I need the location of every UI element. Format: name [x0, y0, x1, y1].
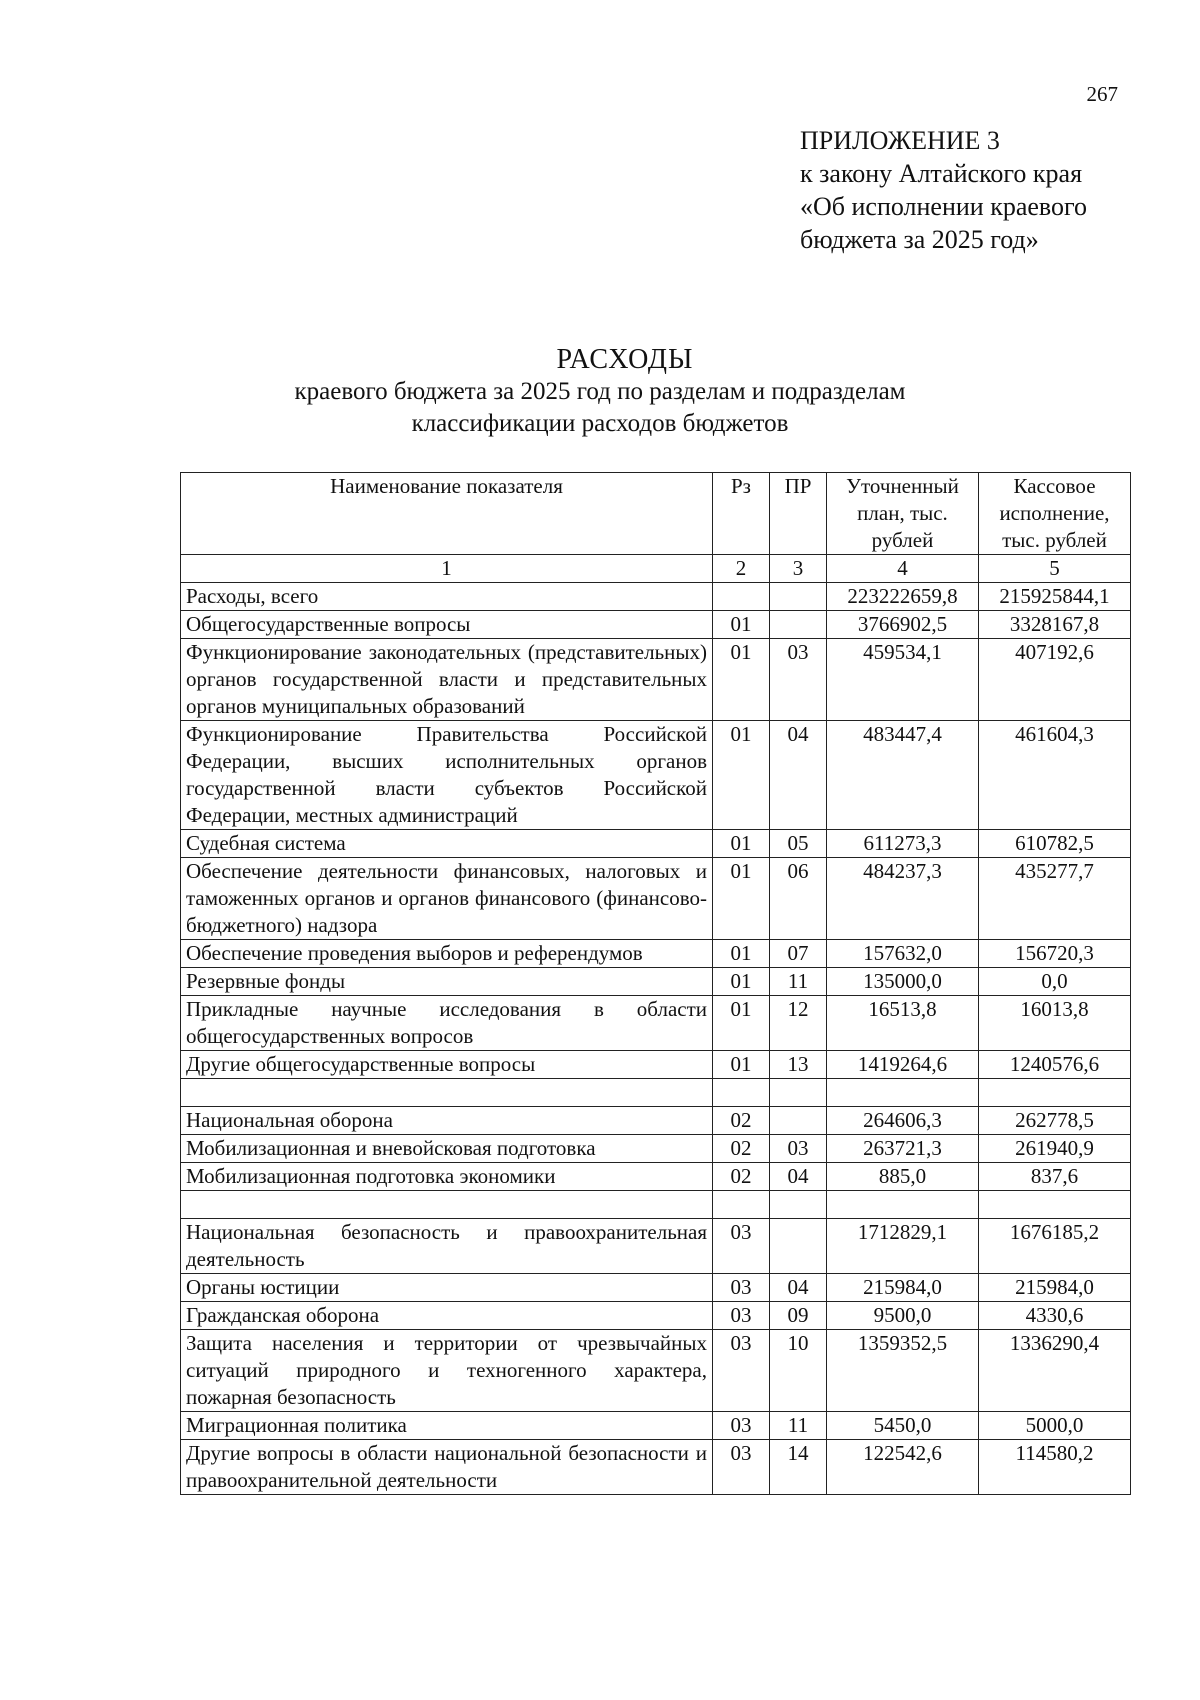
row-pr: 09 [770, 1302, 827, 1330]
row-exec: 1676185,2 [979, 1219, 1131, 1274]
row-pr: 12 [770, 996, 827, 1051]
row-rz [713, 1191, 770, 1219]
row-pr: 05 [770, 830, 827, 858]
row-rz: 02 [713, 1135, 770, 1163]
row-pr: 14 [770, 1440, 827, 1495]
row-pr [770, 611, 827, 639]
header-exec: Кассовое исполнение, тыс. рублей [979, 473, 1131, 555]
page-number: 267 [1086, 82, 1118, 106]
row-rz: 01 [713, 996, 770, 1051]
row-exec: 156720,3 [979, 940, 1131, 968]
row-plan [827, 1079, 979, 1107]
column-number-row [181, 555, 1131, 583]
row-name: Прикладные научные исследования в области общегосударственных вопросов [181, 996, 713, 1051]
title-subtitle: классификации расходов бюджетов [411, 410, 789, 437]
appendix-line: ПРИЛОЖЕНИЕ 3 [800, 126, 1000, 155]
row-exec: 5000,0 [979, 1412, 1131, 1440]
row-rz: 01 [713, 1051, 770, 1079]
table-row [181, 1051, 1131, 1079]
row-pr: 11 [770, 968, 827, 996]
row-pr: 04 [770, 721, 827, 830]
row-name: Расходы, всего [181, 583, 713, 611]
table-row [181, 1191, 1131, 1219]
row-plan: 263721,3 [827, 1135, 979, 1163]
row-plan: 157632,0 [827, 940, 979, 968]
column-number: 2 [713, 555, 770, 583]
row-pr: 04 [770, 1163, 827, 1191]
table-row [181, 611, 1131, 639]
row-name: Общегосударственные вопросы [181, 611, 713, 639]
row-pr: 13 [770, 1051, 827, 1079]
column-number: 3 [770, 555, 827, 583]
row-plan: 483447,4 [827, 721, 979, 830]
row-exec [979, 1079, 1131, 1107]
row-rz: 01 [713, 968, 770, 996]
row-name: Миграционная политика [181, 1412, 713, 1440]
row-name: Обеспечение проведения выборов и референдумов [181, 940, 713, 968]
row-name: Национальная безопасность и правоохранительная деятельность [181, 1219, 713, 1274]
row-name: Гражданская оборона [181, 1302, 713, 1330]
row-exec: 1240576,6 [979, 1051, 1131, 1079]
header-name: Наименование показателя [181, 473, 713, 555]
row-plan: 135000,0 [827, 968, 979, 996]
row-exec: 16013,8 [979, 996, 1131, 1051]
row-name [181, 1191, 713, 1219]
row-exec: 262778,5 [979, 1107, 1131, 1135]
row-exec: 261940,9 [979, 1135, 1131, 1163]
table-row [181, 858, 1131, 940]
document-title [0, 344, 1200, 440]
row-exec [979, 1191, 1131, 1219]
table-row [181, 996, 1131, 1051]
row-pr: 07 [770, 940, 827, 968]
row-plan: 264606,3 [827, 1107, 979, 1135]
row-pr: 06 [770, 858, 827, 940]
row-plan: 223222659,8 [827, 583, 979, 611]
row-plan: 484237,3 [827, 858, 979, 940]
row-rz: 01 [713, 940, 770, 968]
row-pr [770, 583, 827, 611]
row-name: Защита населения и территории от чрезвычайных ситуаций природного и техногенного характера, пожарная безопасность [181, 1330, 713, 1412]
row-rz: 02 [713, 1107, 770, 1135]
row-plan: 122542,6 [827, 1440, 979, 1495]
row-plan: 1419264,6 [827, 1051, 979, 1079]
table-header-row [181, 473, 1131, 555]
row-exec: 215984,0 [979, 1274, 1131, 1302]
row-pr: 04 [770, 1274, 827, 1302]
row-rz: 01 [713, 858, 770, 940]
row-rz: 03 [713, 1440, 770, 1495]
header-pr: ПР [770, 473, 827, 555]
table-row [181, 830, 1131, 858]
row-exec: 114580,2 [979, 1440, 1131, 1495]
table-row [181, 1412, 1131, 1440]
row-pr: 11 [770, 1412, 827, 1440]
row-pr: 03 [770, 1135, 827, 1163]
table-row [181, 968, 1131, 996]
column-number: 1 [181, 555, 713, 583]
header-plan: Уточненный план, тыс. рублей [827, 473, 979, 555]
table-row [181, 1302, 1131, 1330]
row-plan: 1359352,5 [827, 1330, 979, 1412]
row-exec: 215925844,1 [979, 583, 1131, 611]
appendix-heading [800, 124, 1087, 256]
table-row [181, 1440, 1131, 1495]
row-name: Органы юстиции [181, 1274, 713, 1302]
title-main: РАСХОДЫ [556, 344, 694, 375]
table-row [181, 1163, 1131, 1191]
row-rz: 01 [713, 830, 770, 858]
row-pr [770, 1219, 827, 1274]
row-name: Функционирование законодательных (представительных) органов государственной власти и представительных органов муниципальных образований [181, 639, 713, 721]
column-number: 4 [827, 555, 979, 583]
row-name: Мобилизационная подготовка экономики [181, 1163, 713, 1191]
table-row [181, 1079, 1131, 1107]
expenditure-table [180, 472, 1131, 1495]
row-plan: 215984,0 [827, 1274, 979, 1302]
title-subtitle: краевого бюджета за 2025 год по разделам и подразделам [294, 378, 906, 405]
row-exec: 435277,7 [979, 858, 1131, 940]
row-exec: 4330,6 [979, 1302, 1131, 1330]
header-rz: Рз [713, 473, 770, 555]
row-rz: 03 [713, 1219, 770, 1274]
row-pr [770, 1107, 827, 1135]
row-pr: 03 [770, 639, 827, 721]
row-rz: 03 [713, 1274, 770, 1302]
row-name: Резервные фонды [181, 968, 713, 996]
row-plan: 3766902,5 [827, 611, 979, 639]
row-plan: 611273,3 [827, 830, 979, 858]
table-row [181, 1330, 1131, 1412]
row-rz [713, 1079, 770, 1107]
row-name: Обеспечение деятельности финансовых, налоговых и таможенных органов и органов финансового (финансово-бюджетного) надзора [181, 858, 713, 940]
column-number: 5 [979, 555, 1131, 583]
row-name: Другие общегосударственные вопросы [181, 1051, 713, 1079]
table-row [181, 1219, 1131, 1274]
appendix-line: бюджета за 2025 год» [800, 225, 1039, 254]
row-pr: 10 [770, 1330, 827, 1412]
row-rz: 01 [713, 721, 770, 830]
row-exec: 461604,3 [979, 721, 1131, 830]
row-rz: 02 [713, 1163, 770, 1191]
row-rz: 03 [713, 1302, 770, 1330]
row-exec: 610782,5 [979, 830, 1131, 858]
table-row [181, 940, 1131, 968]
row-exec: 407192,6 [979, 639, 1131, 721]
row-rz: 03 [713, 1412, 770, 1440]
row-exec: 1336290,4 [979, 1330, 1131, 1412]
row-name: Мобилизационная и вневойсковая подготовка [181, 1135, 713, 1163]
row-plan: 1712829,1 [827, 1219, 979, 1274]
row-plan: 5450,0 [827, 1412, 979, 1440]
row-pr [770, 1191, 827, 1219]
table-row [181, 721, 1131, 830]
row-pr [770, 1079, 827, 1107]
row-name: Судебная система [181, 830, 713, 858]
row-name: Другие вопросы в области национальной безопасности и правоохранительной деятельности [181, 1440, 713, 1495]
row-rz: 01 [713, 639, 770, 721]
row-plan: 16513,8 [827, 996, 979, 1051]
table-body [181, 583, 1131, 1495]
row-plan: 885,0 [827, 1163, 979, 1191]
row-plan: 459534,1 [827, 639, 979, 721]
table-row [181, 1274, 1131, 1302]
row-exec: 3328167,8 [979, 611, 1131, 639]
row-rz: 03 [713, 1330, 770, 1412]
row-name: Национальная оборона [181, 1107, 713, 1135]
row-exec: 0,0 [979, 968, 1131, 996]
row-rz [713, 583, 770, 611]
table-row [181, 1135, 1131, 1163]
table-row [181, 1107, 1131, 1135]
appendix-line: к закону Алтайского края [800, 159, 1083, 188]
row-name [181, 1079, 713, 1107]
table-row [181, 583, 1131, 611]
row-name: Функционирование Правительства Российской Федерации, высших исполнительных органов государственной власти субъектов Российской Федерации, местных администраций [181, 721, 713, 830]
row-rz: 01 [713, 611, 770, 639]
table-row [181, 639, 1131, 721]
appendix-line: «Об исполнении краевого [800, 192, 1088, 221]
row-exec: 837,6 [979, 1163, 1131, 1191]
row-plan [827, 1191, 979, 1219]
row-plan: 9500,0 [827, 1302, 979, 1330]
